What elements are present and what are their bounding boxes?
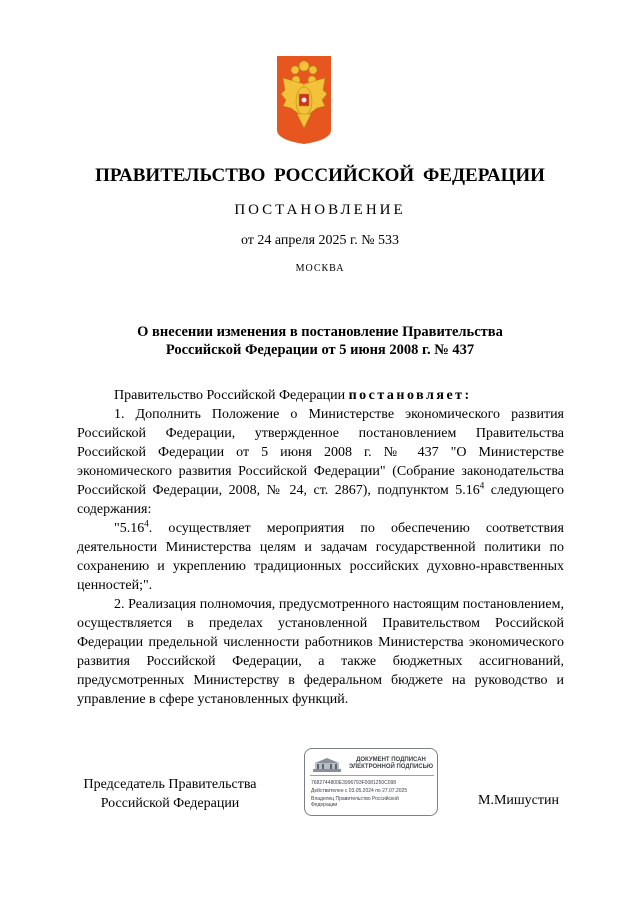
paragraph-1-tail: следующего содержания: (77, 483, 564, 517)
position-line-1: Председатель Правительства (83, 777, 257, 792)
paragraph-quote (77, 519, 564, 595)
stamp-owner-line-1: Владелец Правительство Российской (311, 796, 399, 802)
quote-start: "5.16 (114, 521, 145, 536)
paragraph-1-text: 1. Дополнить Положение о Министерстве экономического развития Российской Федерации, утвержденное постановлением Правительства Российской Федерации от 5 июня 2008 г. № 437 "О Министерстве экономического развития Российской Федерации" (Собрание законодательства Российской Федерации, 2008, № 24, ст. 2867), подпунктом 5.16 (77, 407, 564, 498)
coat-of-arms-icon (277, 56, 331, 144)
paragraph-1-superscript: 4 (479, 480, 485, 491)
heading-line-1: О внесении изменения в постановление Правительства (137, 324, 503, 340)
position-line-2: Российской Федерации (100, 796, 240, 811)
government-building-icon (311, 757, 343, 773)
stamp-title-line-1: ДОКУМЕНТ ПОДПИСАН (356, 757, 426, 763)
document-heading (100, 323, 540, 359)
decree-word: постановляет: (348, 388, 472, 403)
stamp-owner-line-2: Федерации (311, 802, 338, 808)
stamp-divider (310, 775, 434, 776)
stamp-title (347, 757, 435, 771)
stamp-validity: Действителен с 03.05.2024 по 27.07.2025 (311, 788, 408, 794)
stamp-serial: 7682744800E3996793F0081250C098 (311, 780, 397, 786)
government-title: ПРАВИТЕЛЬСТВО РОССИЙСКОЙ ФЕДЕРАЦИИ (95, 165, 545, 186)
document-type: ПОСТАНОВЛЕНИЕ (234, 202, 406, 218)
intro-paragraph (77, 386, 564, 405)
signatory-position (70, 775, 270, 813)
document-date-number: от 24 апреля 2025 г. № 533 (240, 233, 400, 248)
intro-text: Правительство Российской Федерации (114, 388, 349, 403)
electronic-signature-stamp (304, 748, 438, 816)
signatory-name: М.Мишустин (478, 793, 559, 808)
heading-line-2: Российской Федерации от 5 июня 2008 г. № 437 (165, 342, 475, 358)
paragraph-2: 2. Реализация полномочия, предусмотренного настоящим постановлением, осуществляется в пределах установленной Правительством Российской Федерации предельной численности работников Министерства экономического развития Российской Федерации, а также бюджетных ассигнований, предусмотренных Министерству в федеральном бюджете на руководство и управление в сфере установленных функций. (77, 597, 564, 707)
quote-superscript: 4 (144, 518, 149, 529)
document-body (77, 386, 564, 709)
city: МОСКВА (295, 263, 345, 274)
paragraph-1 (77, 405, 564, 519)
stamp-title-line-2: ЭЛЕКТРОННОЙ ПОДПИСЬЮ (348, 764, 434, 770)
quote-text: . осуществляет мероприятия по обеспечению соответствия деятельности Министерства целям и задачам государственной политики по сохранению и укреплению традиционных российских духовно-нравственных ценностей;". (77, 521, 564, 593)
